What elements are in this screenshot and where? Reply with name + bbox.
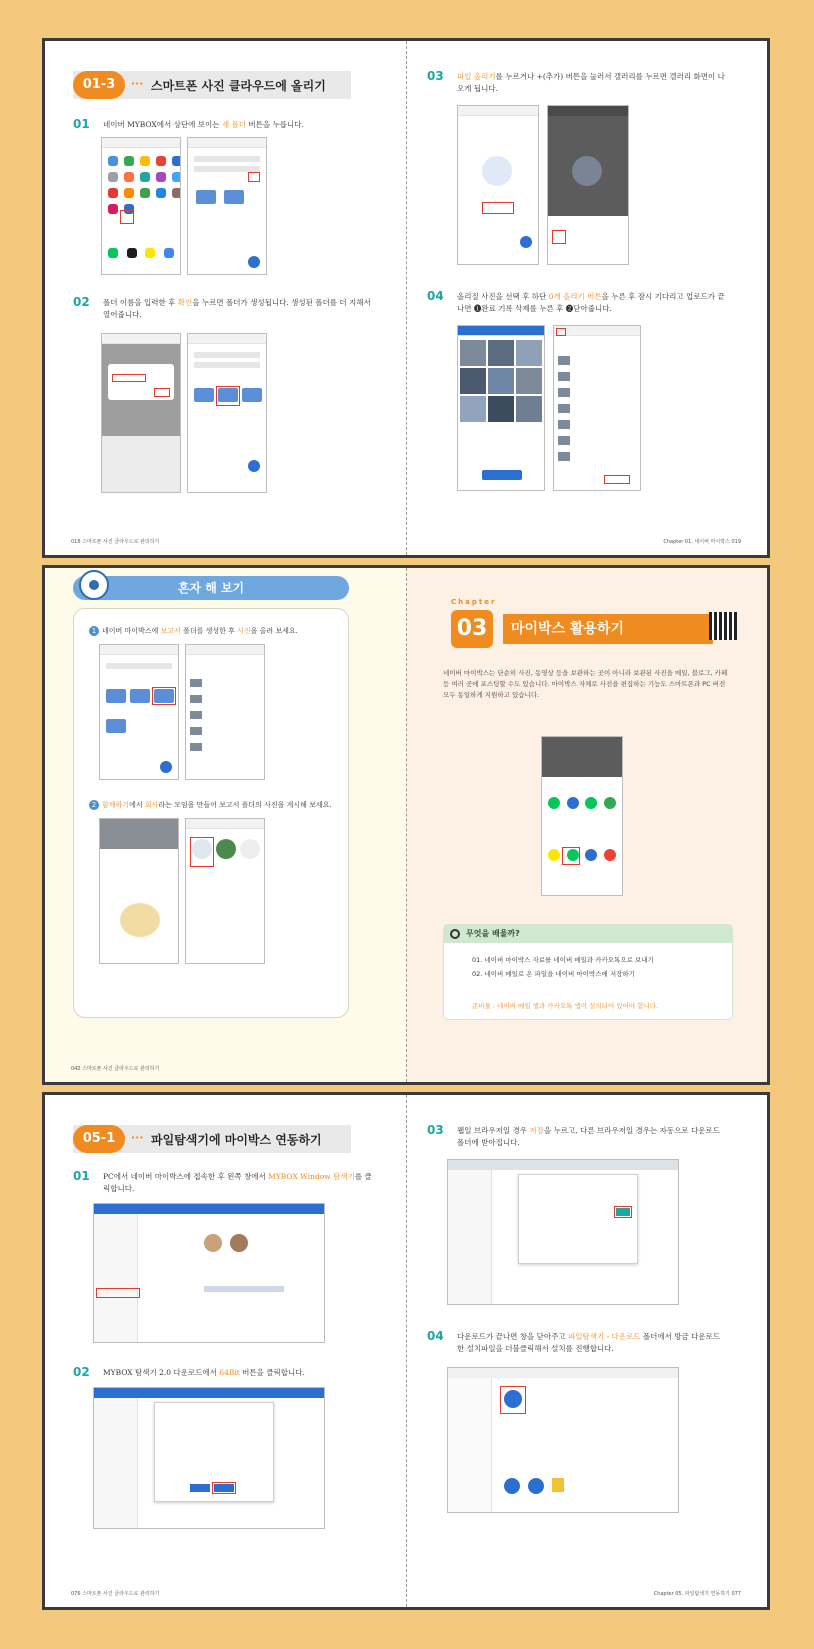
screenshot-browser-save [447, 1159, 679, 1305]
chapter-label: Chapter [451, 598, 497, 606]
qr-code-icon [709, 612, 737, 640]
step-02: 02 폴더 이름을 입력한 후 확인을 누르면 폴더가 생성됩니다. 생성된 폴더를 더 지해서 열어줍니다. [73, 295, 371, 319]
screenshot-mybox-files [187, 137, 267, 275]
section-header [73, 1125, 351, 1153]
screenshot-together-group [99, 818, 179, 964]
step-03: 03 파일 올리기를 누르거나 +(추가) 버튼을 눌러서 갤러리를 누르면 갤러리 화면이 나오게 됩니다. [427, 69, 725, 93]
screenshot-gallery-select [457, 325, 545, 491]
book-spread-1 [42, 38, 770, 558]
screenshot-file-explorer [447, 1367, 679, 1513]
step-02: 02 MYBOX 탐색기 2.0 다운로드에서 64Bit 버튼을 클릭합니다. [73, 1365, 305, 1379]
page-077 [407, 1095, 767, 1607]
screenshot-new-folder-dialog [101, 333, 181, 493]
section-number: 05-1 [73, 1125, 125, 1153]
screenshot-report-folder [99, 644, 179, 780]
step-01: 01 네이버 MYBOX에서 상단에 보이는 새 폴더 버튼을 누릅니다. [73, 117, 304, 131]
step-04: 04 올리질 사진을 선택 후 하단 0개 올리기 버튼을 누른 후 잠시 기다리고 업로드가 끝나면 ❶완료 기록 삭제를 누른 후 ❷닫아줍니다. [427, 289, 725, 313]
chapter-title: 마이박스 활용하기 [503, 614, 713, 644]
learning-goals-title: 무엇을 배울까? [466, 929, 520, 938]
book-spread-2 [42, 565, 770, 1085]
section-number: 01-3 [73, 71, 125, 99]
section-title: 스마트폰 사진 클라우드에 올리기 [151, 79, 326, 93]
prerequisites: 준비물 : 네이버 메일 앱과 카카오톡 앱이 설치되어 있어야 합니다. [472, 1002, 659, 1010]
screenshot-report-photos [185, 644, 265, 780]
screenshot-upload-complete [553, 325, 641, 491]
page-folio: 018 스마트폰 사진 클라우드로 관리하기 [71, 539, 160, 545]
step-03: 03 웹일 브라우저일 경우 저장을 누르고, 다른 브라우저일 경우는 자동으로 다운로드 폴더에 받아집니다. [427, 1123, 720, 1147]
practice-title: 혼자 해 보기 [73, 576, 349, 600]
section-title: 파일탐색기에 마이박스 연동하기 [151, 1133, 322, 1147]
section-header [73, 71, 351, 99]
page-042 [45, 568, 407, 1082]
book-spread-3 [42, 1092, 770, 1610]
task-1: 1 네이버 마이박스에 보고서 폴더를 생성한 후 사진을 올려 보세요. [89, 626, 298, 636]
page-folio: Chapter 01. 네이버 마이박스 019 [663, 539, 741, 545]
screenshot-empty-folder [457, 105, 539, 265]
step-04: 04 다운로드가 끝나면 창을 닫아주고 파일탐색기 - 다운로드 폴더에서 방금 다운로드한 설치파일을 더블클릭해서 설치를 진행합니다. [427, 1329, 721, 1353]
task-2: 2 함께하기에서 회사라는 모임을 만들어 보고서 폴더의 사진을 게시해 보세요. [89, 800, 332, 810]
screenshot-mybox-web [93, 1203, 325, 1343]
chapter-03-opener [407, 568, 767, 1082]
screenshot-download-explorer [93, 1387, 325, 1529]
page-019 [407, 41, 767, 555]
chapter-description: 네이버 마이박스는 단순히 사진, 동영상 등을 보관하는 곳이 아니라 보관된 사진을 메일, 블로그, 카페 등 여러 곳에 포스팅할 수도 있습니다. 마이박스 자체로 사진을 편집하는 기능도 스마트폰과 PC 버전 모두 동일하게 지원하고 있습니다. [443, 669, 728, 699]
learning-goal-item: 01. 네이버 마이박스 자료를 네이버 메일과 카카오톡으로 보내기 [472, 956, 654, 964]
section-dots: ··· [131, 1131, 144, 1144]
screenshot-folder-created [187, 333, 267, 493]
step-01: 01 PC에서 네이버 마이박스에 접속한 후 왼쪽 창에서 MYBOX Window 탐색기를 클릭합니다. [73, 1169, 372, 1193]
page-folio: 076 스마트폰 사진 클라우드로 관리하기 [71, 1591, 160, 1597]
chapter-number: 03 [451, 610, 493, 648]
magnifier-icon [450, 929, 460, 939]
screenshot-group-members [185, 818, 265, 964]
target-icon [79, 570, 109, 600]
learning-goals-box [443, 924, 733, 1020]
section-dots: ··· [131, 77, 144, 90]
screenshot-share-sheet [541, 736, 623, 896]
page-folio: 042 스마트폰 사진 클라우드로 관리하기 [71, 1066, 160, 1072]
page-folio: Chapter 05. 파일탐색기 연동하기 077 [653, 1591, 741, 1597]
page-018 [45, 41, 407, 555]
step-number: 01 [73, 117, 90, 131]
learning-goal-item: 02. 네이버 메일로 온 파일을 네이버 마이박스에 저장하기 [472, 970, 635, 978]
screenshot-add-menu [547, 105, 629, 265]
page-076 [45, 1095, 407, 1607]
screenshot-phone-home [101, 137, 181, 275]
